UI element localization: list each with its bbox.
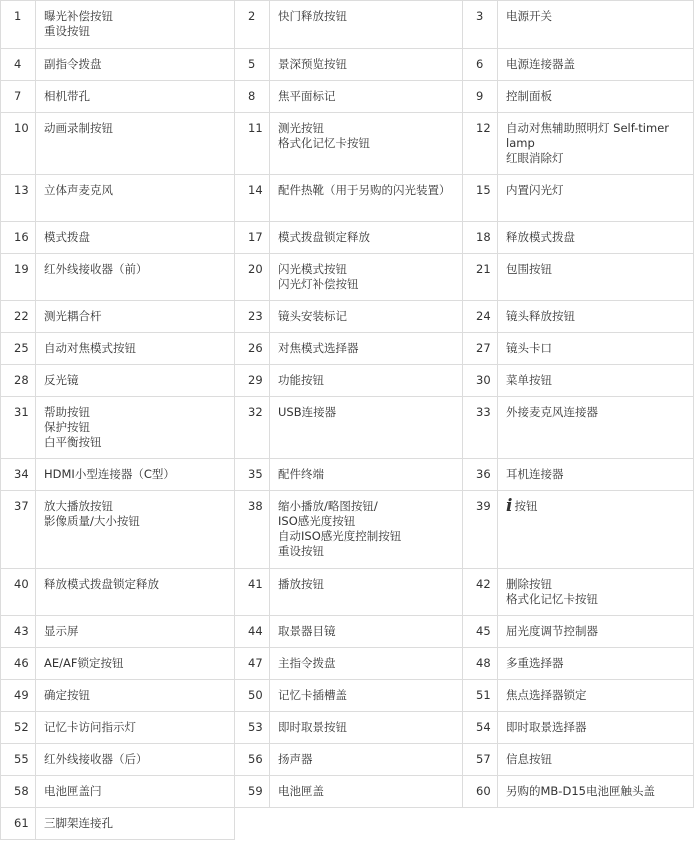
part-number: 55 — [1, 744, 36, 776]
part-number: 56 — [235, 744, 270, 776]
part-label-line: 包围按钮 — [506, 262, 552, 276]
part-number: 48 — [463, 648, 498, 680]
part-label-line: 快门释放按钮 — [278, 9, 347, 23]
part-number: 27 — [463, 333, 498, 365]
part-label — [36, 569, 235, 616]
part-label-line: 耳机连接器 — [506, 467, 564, 481]
part-number: 16 — [1, 222, 36, 254]
part-number: 40 — [1, 569, 36, 616]
empty-cell — [463, 808, 498, 840]
part-label-line: 显示屏 — [44, 624, 79, 638]
part-label-line: 记忆卡访问指示灯 — [44, 720, 136, 734]
part-number: 33 — [463, 397, 498, 459]
part-label — [36, 744, 235, 776]
part-label-line: 红眼消除灯 — [506, 151, 564, 165]
part-label-line: 屈光度调节控制器 — [506, 624, 598, 638]
part-label-line: 焦平面标记 — [278, 89, 336, 103]
part-number: 3 — [463, 1, 498, 49]
part-label — [498, 616, 694, 648]
part-label-line: 自动对焦模式按钮 — [44, 341, 136, 355]
part-label — [36, 113, 235, 175]
table-row — [1, 49, 694, 81]
part-label-line: 重设按钮 — [44, 24, 90, 38]
part-label-line: 释放模式拨盘 — [506, 230, 575, 244]
part-label — [498, 113, 694, 175]
part-label-line: USB连接器 — [278, 405, 337, 419]
part-number: 4 — [1, 49, 36, 81]
part-number: 19 — [1, 254, 36, 301]
part-number: 38 — [235, 491, 270, 569]
part-label — [36, 712, 235, 744]
part-label-line: 即时取景选择器 — [506, 720, 587, 734]
part-label-line: 模式拨盘 — [44, 230, 90, 244]
table-row — [1, 301, 694, 333]
part-label-line: 自动对焦辅助照明灯 Self-timer lamp — [506, 121, 670, 150]
part-label-line: 影像质量/大小按钮 — [44, 514, 140, 528]
table-row — [1, 459, 694, 491]
part-number: 18 — [463, 222, 498, 254]
part-label-line: 即时取景按钮 — [278, 720, 347, 734]
part-label-line: 动画录制按钮 — [44, 121, 113, 135]
part-number: 23 — [235, 301, 270, 333]
part-number: 53 — [235, 712, 270, 744]
part-label — [498, 301, 694, 333]
part-number: 42 — [463, 569, 498, 616]
part-label — [498, 712, 694, 744]
part-label-line: 镜头释放按钮 — [506, 309, 575, 323]
part-label — [36, 333, 235, 365]
part-label — [270, 397, 463, 459]
part-label — [270, 776, 463, 808]
part-number: 60 — [463, 776, 498, 808]
parts-table-body — [1, 1, 694, 840]
part-label — [270, 113, 463, 175]
part-number: 47 — [235, 648, 270, 680]
part-number: 7 — [1, 81, 36, 113]
part-number: 29 — [235, 365, 270, 397]
part-number: 45 — [463, 616, 498, 648]
table-row — [1, 616, 694, 648]
part-number: 22 — [1, 301, 36, 333]
table-row — [1, 365, 694, 397]
part-label-line: 对焦模式选择器 — [278, 341, 359, 355]
part-number: 11 — [235, 113, 270, 175]
part-label — [498, 459, 694, 491]
part-number: 54 — [463, 712, 498, 744]
table-row — [1, 175, 694, 222]
part-label-line: 播放按钮 — [278, 577, 324, 591]
part-number: 46 — [1, 648, 36, 680]
part-label — [498, 680, 694, 712]
part-number: 1 — [1, 1, 36, 49]
part-number: 36 — [463, 459, 498, 491]
part-label — [270, 365, 463, 397]
part-label-line: 测光按钮 — [278, 121, 324, 135]
part-label-line: 确定按钮 — [44, 688, 90, 702]
part-label-line: 格式化记忆卡按钮 — [506, 592, 598, 606]
part-label — [270, 175, 463, 222]
part-label-line: 闪光模式按钮 — [278, 262, 347, 276]
part-label-line: 信息按钮 — [506, 752, 552, 766]
part-number: 39 — [463, 491, 498, 569]
part-label — [270, 648, 463, 680]
part-label — [498, 333, 694, 365]
part-label-line: 电池匣盖闩 — [44, 784, 102, 798]
part-label-line: 格式化记忆卡按钮 — [278, 136, 370, 150]
part-number: 17 — [235, 222, 270, 254]
table-row — [1, 648, 694, 680]
part-label-line: 记忆卡插槽盖 — [278, 688, 347, 702]
part-label-line: 缩小播放/略图按钮/ — [278, 499, 378, 513]
part-label — [36, 616, 235, 648]
part-label-line: 取景器目镜 — [278, 624, 336, 638]
part-label — [498, 254, 694, 301]
part-number: 51 — [463, 680, 498, 712]
part-label-line: 电源连接器盖 — [506, 57, 575, 71]
part-label-line: 红外线接收器（前） — [44, 262, 148, 276]
part-label — [498, 81, 694, 113]
part-label — [270, 744, 463, 776]
part-label-line: 主指令拨盘 — [278, 656, 336, 670]
part-label-line: 三脚架连接孔 — [44, 816, 113, 830]
part-label-line: 焦点选择器锁定 — [506, 688, 587, 702]
part-label-line: 镜头卡口 — [506, 341, 552, 355]
part-label-line: 测光耦合杆 — [44, 309, 102, 323]
info-i-icon: i — [506, 496, 513, 516]
part-label — [270, 569, 463, 616]
part-label — [36, 648, 235, 680]
part-number: 35 — [235, 459, 270, 491]
part-label-line: 配件终端 — [278, 467, 324, 481]
part-label — [270, 680, 463, 712]
part-label-line: 另购的MB-D15电池匣触头盖 — [506, 784, 655, 798]
part-number: 15 — [463, 175, 498, 222]
part-label-line: 相机带孔 — [44, 89, 90, 103]
part-label — [498, 569, 694, 616]
part-label-line: 白平衡按钮 — [44, 435, 102, 449]
part-label — [36, 81, 235, 113]
part-label-line: 自动ISO感光度控制按钮 — [278, 529, 402, 543]
part-label — [270, 49, 463, 81]
part-label — [270, 459, 463, 491]
part-label-line: 副指令拨盘 — [44, 57, 102, 71]
part-label — [36, 808, 235, 840]
part-number: 12 — [463, 113, 498, 175]
part-label — [498, 222, 694, 254]
part-label — [36, 1, 235, 49]
part-label-line: 立体声麦克风 — [44, 183, 113, 197]
part-label-line: 配件热靴（用于另购的闪光装置） — [278, 183, 451, 197]
part-number: 26 — [235, 333, 270, 365]
empty-cell — [270, 808, 463, 840]
part-number: 13 — [1, 175, 36, 222]
part-label-line: 电源开关 — [506, 9, 552, 23]
part-number: 21 — [463, 254, 498, 301]
part-label — [36, 459, 235, 491]
part-label-line: 景深预览按钮 — [278, 57, 347, 71]
part-label-line: 多重选择器 — [506, 656, 564, 670]
part-label-line: 扬声器 — [278, 752, 313, 766]
table-row — [1, 254, 694, 301]
part-number: 44 — [235, 616, 270, 648]
part-number: 52 — [1, 712, 36, 744]
part-number: 6 — [463, 49, 498, 81]
empty-cell — [498, 808, 694, 840]
part-number: 5 — [235, 49, 270, 81]
empty-cell — [235, 808, 270, 840]
table-row — [1, 569, 694, 616]
table-row — [1, 491, 694, 569]
part-label — [498, 397, 694, 459]
table-row — [1, 680, 694, 712]
part-label-line: 闪光灯补偿按钮 — [278, 277, 359, 291]
part-label-line: 保护按钮 — [44, 420, 90, 434]
table-row — [1, 712, 694, 744]
part-label — [36, 776, 235, 808]
part-label-line: 重设按钮 — [278, 544, 324, 558]
part-number: 34 — [1, 459, 36, 491]
part-label — [36, 365, 235, 397]
part-number: 8 — [235, 81, 270, 113]
part-label-line: 曝光补偿按钮 — [44, 9, 113, 23]
part-label-line: 帮助按钮 — [44, 405, 90, 419]
part-label — [270, 254, 463, 301]
part-label — [36, 301, 235, 333]
part-label — [498, 744, 694, 776]
part-label — [498, 776, 694, 808]
part-number: 31 — [1, 397, 36, 459]
part-label — [36, 49, 235, 81]
part-label-line: HDMI小型连接器（C型） — [44, 467, 175, 481]
part-label-line: ISO感光度按钮 — [278, 514, 356, 528]
part-label — [270, 616, 463, 648]
part-label-line: 外接麦克风连接器 — [506, 405, 598, 419]
table-row — [1, 744, 694, 776]
part-number: 61 — [1, 808, 36, 840]
part-label — [270, 491, 463, 569]
part-number: 10 — [1, 113, 36, 175]
part-label — [498, 1, 694, 49]
part-number: 43 — [1, 616, 36, 648]
part-label — [498, 175, 694, 222]
part-number: 41 — [235, 569, 270, 616]
part-label-line: 电池匣盖 — [278, 784, 324, 798]
table-row — [1, 397, 694, 459]
part-number: 50 — [235, 680, 270, 712]
part-label — [36, 491, 235, 569]
table-row — [1, 333, 694, 365]
part-label-line: AE/AF锁定按钮 — [44, 656, 124, 670]
part-label-text: 按钮 — [514, 499, 538, 513]
table-row — [1, 222, 694, 254]
part-label — [36, 175, 235, 222]
part-label-line: 反光镜 — [44, 373, 79, 387]
part-number: 57 — [463, 744, 498, 776]
part-label-line: 控制面板 — [506, 89, 552, 103]
part-label — [270, 333, 463, 365]
part-label-line: 模式拨盘锁定释放 — [278, 230, 370, 244]
part-number: 20 — [235, 254, 270, 301]
part-label — [270, 712, 463, 744]
part-number: 37 — [1, 491, 36, 569]
part-label — [36, 254, 235, 301]
table-row — [1, 1, 694, 49]
part-label-line: 释放模式拨盘锁定释放 — [44, 577, 159, 591]
part-number: 30 — [463, 365, 498, 397]
part-label — [270, 222, 463, 254]
part-number: 2 — [235, 1, 270, 49]
part-label-line: 功能按钮 — [278, 373, 324, 387]
part-label — [270, 301, 463, 333]
part-label — [498, 49, 694, 81]
part-number: 28 — [1, 365, 36, 397]
table-row — [1, 808, 694, 840]
table-row — [1, 81, 694, 113]
part-number: 59 — [235, 776, 270, 808]
part-label — [270, 1, 463, 49]
part-label-line: 内置闪光灯 — [506, 183, 564, 197]
part-number: 32 — [235, 397, 270, 459]
table-row — [1, 113, 694, 175]
part-number: 14 — [235, 175, 270, 222]
part-label-line: 镜头安装标记 — [278, 309, 347, 323]
part-label-line: 删除按钮 — [506, 577, 552, 591]
part-number: 24 — [463, 301, 498, 333]
part-label-line: 放大播放按钮 — [44, 499, 113, 513]
part-label — [270, 81, 463, 113]
part-label — [36, 222, 235, 254]
part-label-line: 红外线接收器（后） — [44, 752, 148, 766]
part-label-line: 菜单按钮 — [506, 373, 552, 387]
part-label — [498, 365, 694, 397]
part-number: 58 — [1, 776, 36, 808]
part-number: 49 — [1, 680, 36, 712]
part-label — [36, 680, 235, 712]
part-label — [498, 648, 694, 680]
part-label — [36, 397, 235, 459]
table-row — [1, 776, 694, 808]
part-label-line — [506, 496, 685, 516]
part-label — [498, 491, 694, 569]
part-number: 25 — [1, 333, 36, 365]
part-number: 9 — [463, 81, 498, 113]
